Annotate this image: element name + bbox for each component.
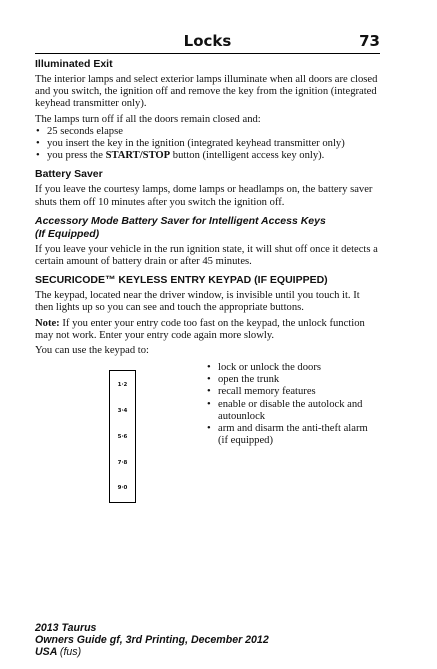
securicode-heading: SECURICODE™ KEYLESS ENTRY KEYPAD (IF EQUIPPED)	[35, 274, 328, 287]
illuminated-exit-heading: Illuminated Exit	[35, 58, 113, 70]
list-item: • recall memory features	[206, 386, 371, 398]
illuminated-exit-paragraph-1: The interior lamps and select exterior lamps illuminate when all doors are closed and you switch, the ignition off and remove the key from the ignition (integrated keyhead transmitter only).	[35, 74, 378, 110]
keypad-key: 1·2	[117, 382, 128, 388]
illuminated-exit-paragraph-2: The lamps turn off if all the doors remain closed and:	[35, 113, 261, 125]
footer-region-code: (fus)	[59, 646, 82, 658]
list-item: • you insert the key in the ignition (integrated keyhead transmitter only)	[35, 138, 380, 150]
keypad-key: 5·6	[117, 434, 128, 440]
accessory-mode-heading	[35, 215, 380, 241]
list-item: • arm and disarm the anti-theft alarm (if equipped)	[206, 423, 371, 447]
accessory-mode-paragraph: If you leave your vehicle in the run ignition state, it will shut off once it detects a certain amount of battery drain or after 45 minutes.	[35, 243, 378, 268]
page-footer	[35, 622, 395, 658]
bullet-text: you press the	[47, 150, 106, 162]
footer-line-1: 2013 Taurus	[35, 622, 97, 634]
footer-line-2: Owners Guide gf, 3rd Printing, December 2012	[35, 634, 269, 646]
list-item: • enable or disable the autolock and autounlock	[206, 399, 371, 423]
list-item: • lock or unlock the doors	[206, 362, 371, 374]
bullet-text: button (intelligent access key only).	[170, 150, 325, 162]
securicode-paragraph-2: You can use the keypad to:	[35, 345, 149, 357]
start-stop-label: START/STOP	[105, 150, 171, 162]
note-text: If you enter your entry code too fast on the keypad, the unlock function may not work. Enter your entry code again more slowly.	[35, 317, 365, 341]
keypad-key: 3·4	[117, 408, 128, 414]
list-item: • 25 seconds elapse	[35, 126, 380, 138]
footer-line-3	[35, 646, 395, 658]
battery-saver-paragraph: If you leave the courtesy lamps, dome lamps or headlamps on, the battery saver shuts them off 10 minutes after you switch the ignition off.	[35, 184, 373, 208]
keypad-key: 9·0	[117, 485, 128, 491]
page-title: Locks	[183, 32, 232, 50]
keypad-key: 7·8	[117, 460, 128, 466]
illuminated-exit-bullets	[35, 126, 380, 163]
accessory-mode-heading-line2: (If Equipped)	[35, 227, 100, 240]
note-label: Note:	[35, 317, 60, 329]
securicode-note	[35, 318, 380, 342]
page-content	[35, 58, 380, 357]
keypad-illustration	[109, 370, 136, 503]
page-number: 73	[359, 32, 380, 50]
list-item: • open the trunk	[206, 374, 371, 386]
securicode-paragraph-1: The keypad, located near the driver window, is invisible until you touch it. It then lights up so you can see and touch the appropriate buttons.	[35, 290, 360, 314]
battery-saver-heading: Battery Saver	[35, 168, 103, 181]
list-item	[35, 150, 380, 162]
keypad-uses-list	[206, 362, 371, 447]
accessory-mode-heading-line1: Accessory Mode Battery Saver for Intelligent Access Keys	[35, 214, 326, 227]
header-rule	[35, 53, 380, 54]
footer-region: USA	[35, 646, 60, 658]
page-header	[35, 31, 380, 51]
